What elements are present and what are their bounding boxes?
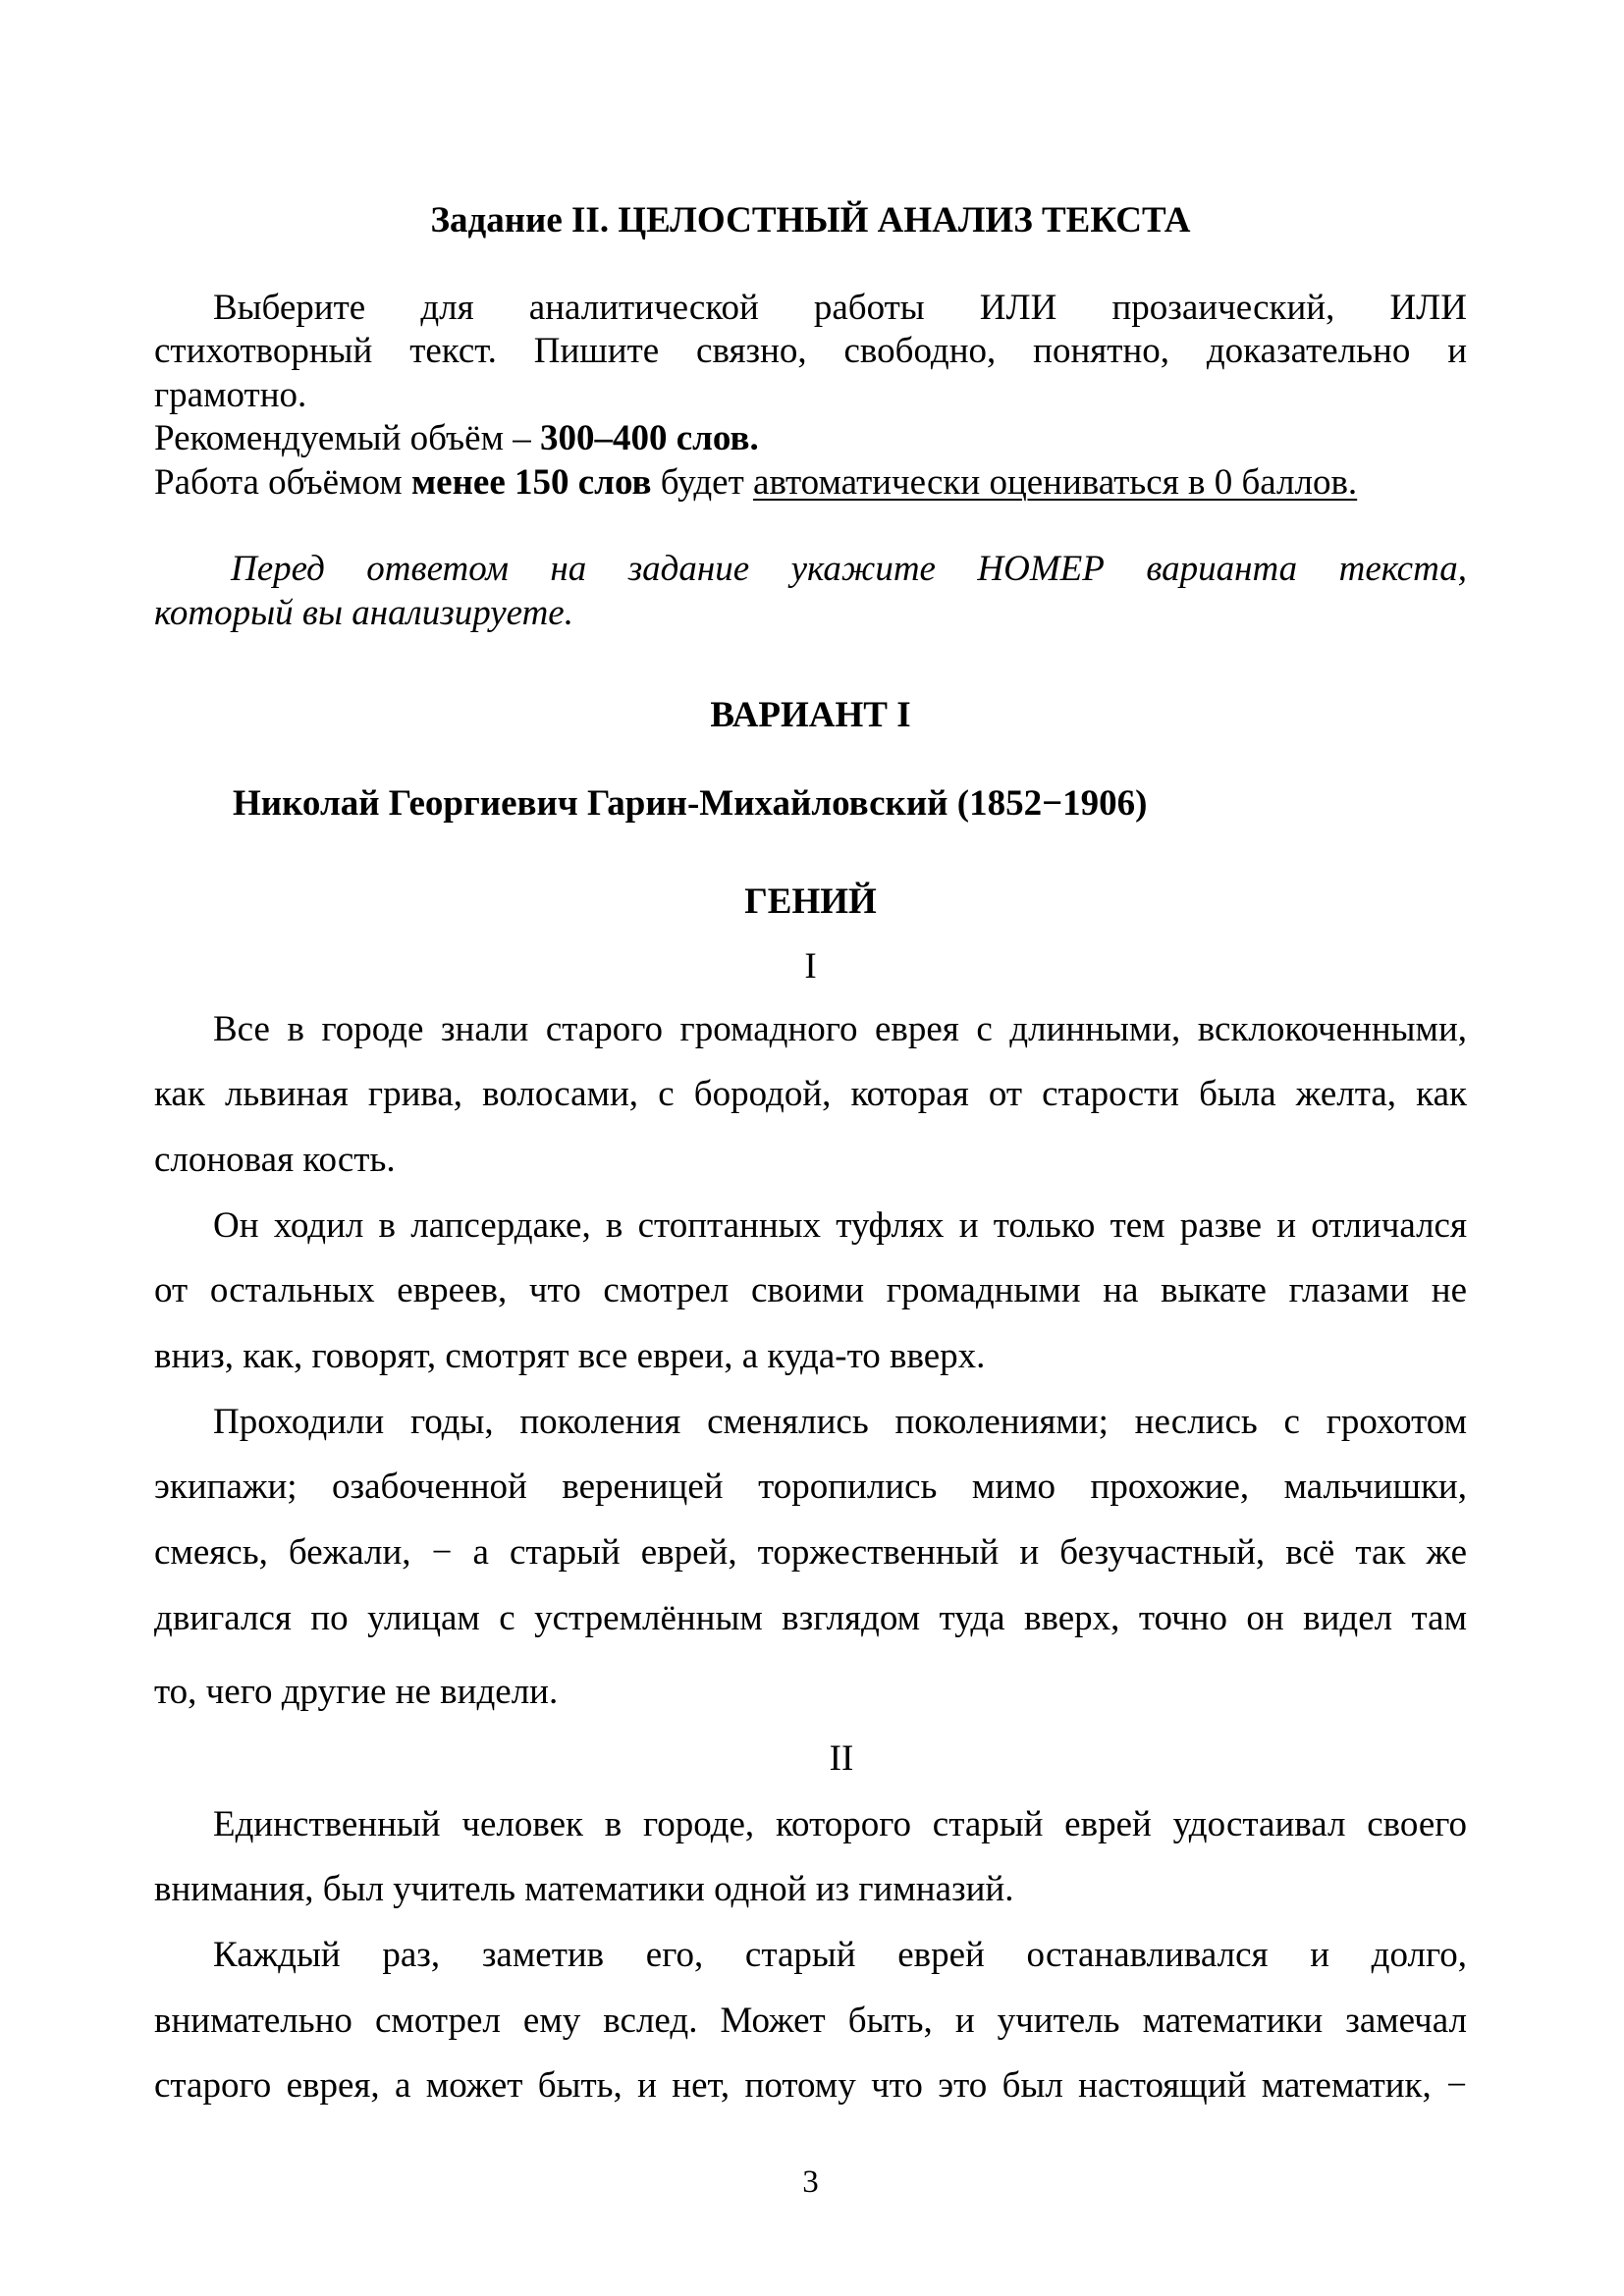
section-numeral: II (829, 1738, 854, 1779)
minimum-middle: будет (651, 462, 754, 503)
story-line: двигался по улицам с устремлённым взглядом туда вверх, точно он видел там (154, 1598, 1467, 1638)
variant-note-line: который вы анализируете. (154, 593, 573, 633)
story-line: Проходили годы, поколения сменялись поколениями; неслись с грохотом (213, 1402, 1467, 1442)
story-line: от остальных евреев, что смотрел своими громадными на выкате глазами не (154, 1270, 1467, 1310)
page-number: 3 (802, 2164, 819, 2200)
minimum-value: менее 150 слов (410, 462, 652, 503)
instructions-line: стихотворный текст. Пишите связно, свободно, понятно, доказательно и (154, 331, 1467, 371)
story-line: старого еврея, а может быть, и нет, потому что это был настоящий математик, − (154, 2065, 1467, 2106)
story-line: Каждый раз, заметив его, старый еврей останавливался и долго, (213, 1935, 1467, 1975)
recommended-value: 300–400 слов. (540, 418, 759, 458)
author-line: Николай Георгиевич Гарин-Михайловский (1852−1906) (233, 783, 1148, 824)
story-line: Он ходил в лапсердаке, в стоптанных туфлях и только тем разве и отличался (213, 1205, 1467, 1246)
story-line: экипажи; озабоченной вереницей торопились мимо прохожие, мальчишки, (154, 1467, 1467, 1507)
variant-label: ВАРИАНТ I (710, 695, 911, 735)
story-line: Все в городе знали старого громадного еврея с длинными, всклокоченными, (213, 1009, 1467, 1049)
story-line: то, чего другие не видели. (154, 1672, 559, 1712)
minimum-penalty: автоматически оцениваться в 0 баллов. (753, 462, 1358, 503)
minimum-length-rule (154, 464, 1467, 501)
recommended-length (154, 420, 1467, 456)
variant-note-line: Перед ответом на задание укажите НОМЕР варианта текста, (231, 549, 1467, 589)
story-line: как львиная грива, волосами, с бородой, которая от старости была желта, как (154, 1074, 1467, 1114)
recommended-label: Рекомендуемый объём – (154, 418, 540, 458)
instructions-line: Выберите для аналитической работы ИЛИ прозаический, ИЛИ (213, 288, 1467, 328)
story-line: вниз, как, говорят, смотрят все евреи, а куда-то вверх. (154, 1336, 986, 1376)
minimum-label: Работа объёмом (154, 462, 411, 503)
task-heading: Задание II. ЦЕЛОСТНЫЙ АНАЛИЗ ТЕКСТА (430, 200, 1191, 240)
instructions-line: грамотно. (154, 375, 307, 415)
story-line: Единственный человек в городе, которого старый еврей удостаивал своего (213, 1804, 1467, 1844)
story-line: внимания, был учитель математики одной из гимназий. (154, 1869, 1014, 1909)
story-title: ГЕНИЙ (744, 881, 877, 922)
story-line: смеясь, бежали, − а старый еврей, торжественный и безучастный, всё так же (154, 1532, 1467, 1573)
story-line: внимательно смотрел ему вслед. Может быть, и учитель математики замечал (154, 2001, 1467, 2041)
section-numeral: I (804, 946, 817, 987)
story-line: слоновая кость. (154, 1140, 396, 1180)
